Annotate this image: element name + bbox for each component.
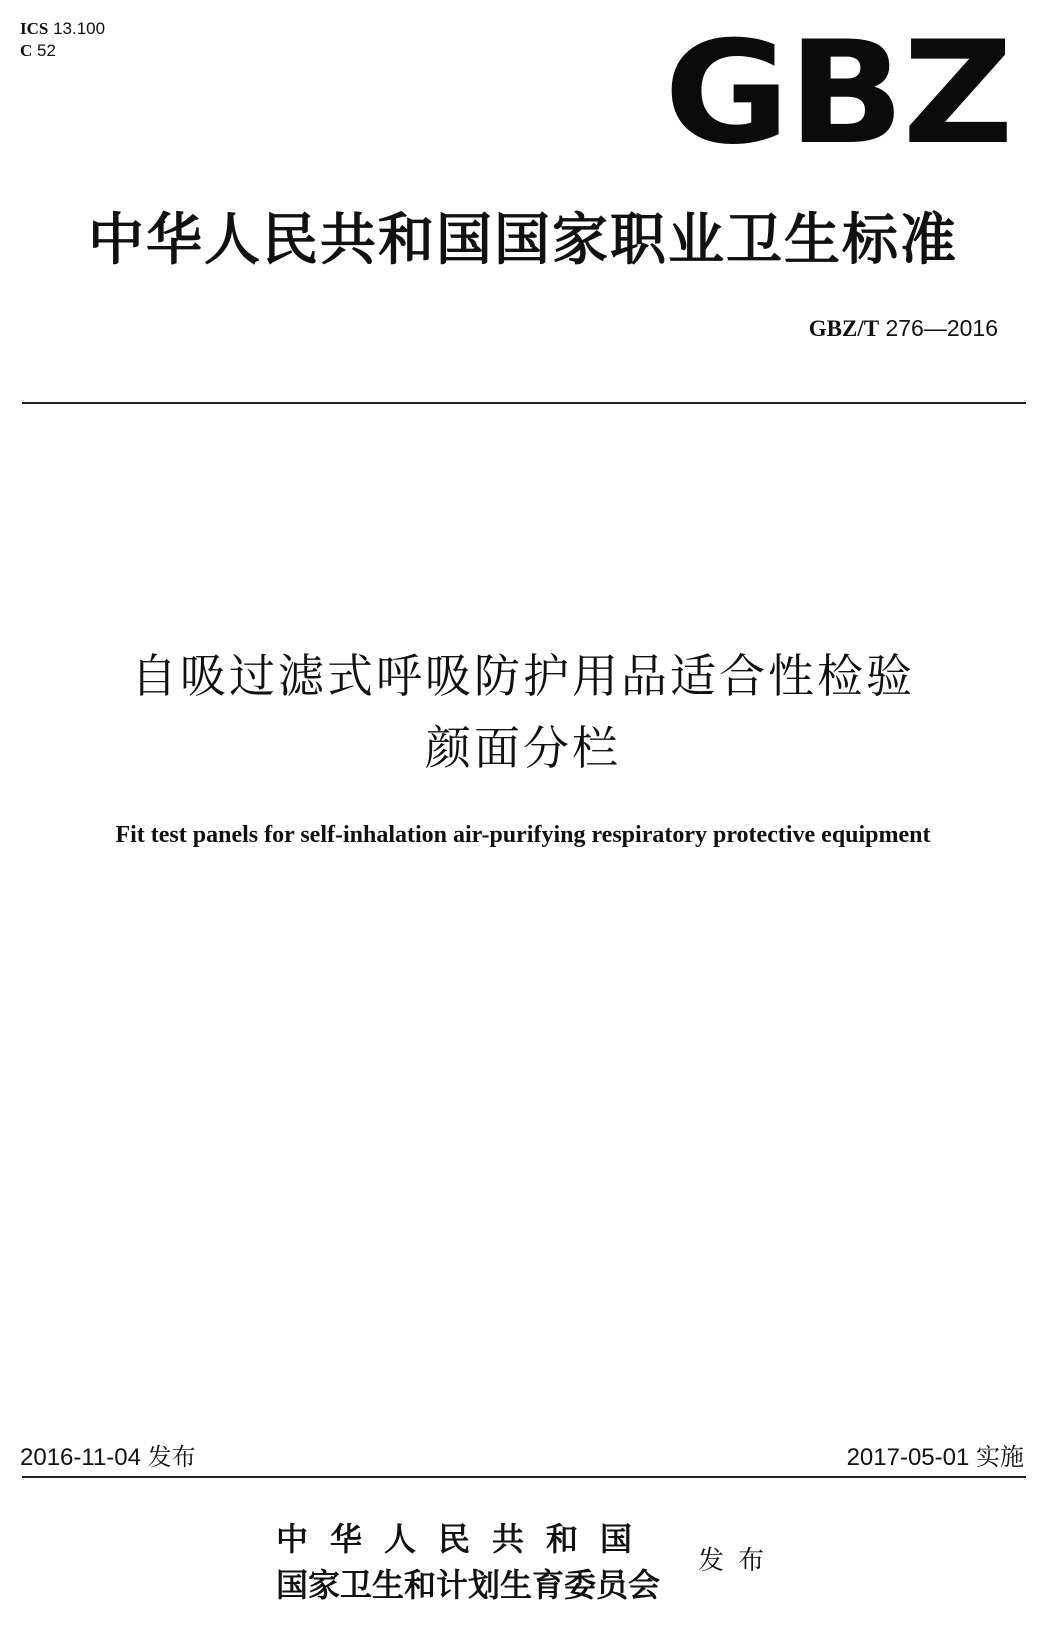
gbz-logo: GBZ — [664, 11, 1012, 176]
publisher-action: 发布 — [698, 1546, 779, 1576]
ccs-value: 52 — [37, 41, 56, 60]
title-zh-line2: 颜面分栏 — [425, 721, 621, 775]
standard-num: 276—2016 — [885, 315, 998, 341]
standard-type-heading: 中华人民共和国国家职业卫生标准 — [88, 207, 958, 273]
ics-value: 13.100 — [53, 19, 106, 38]
publisher-block — [276, 1516, 660, 1608]
classification-codes — [20, 18, 105, 62]
implement-date: 2017-05-01 实施 — [846, 1444, 1024, 1471]
divider-top — [22, 402, 1026, 404]
title-en: Fit test panels for self-inhalation air-purifying respiratory protective equipment — [115, 822, 931, 848]
divider-bottom — [22, 1476, 1026, 1478]
ccs-code — [20, 40, 105, 62]
publisher-line1: 中华人民共和国 — [276, 1520, 655, 1558]
publisher-line2: 国家卫生和计划生育委员会 — [276, 1566, 661, 1604]
standard-number — [809, 315, 998, 342]
ics-label: ICS — [20, 19, 49, 38]
title-zh-line1: 自吸过滤式呼吸防护用品适合性检验 — [131, 649, 915, 703]
ccs-label: C — [20, 41, 33, 60]
standard-code: GBZ/T — [808, 316, 880, 341]
issue-date: 2016-11-04 发布 — [20, 1444, 196, 1471]
ics-code — [20, 18, 105, 40]
